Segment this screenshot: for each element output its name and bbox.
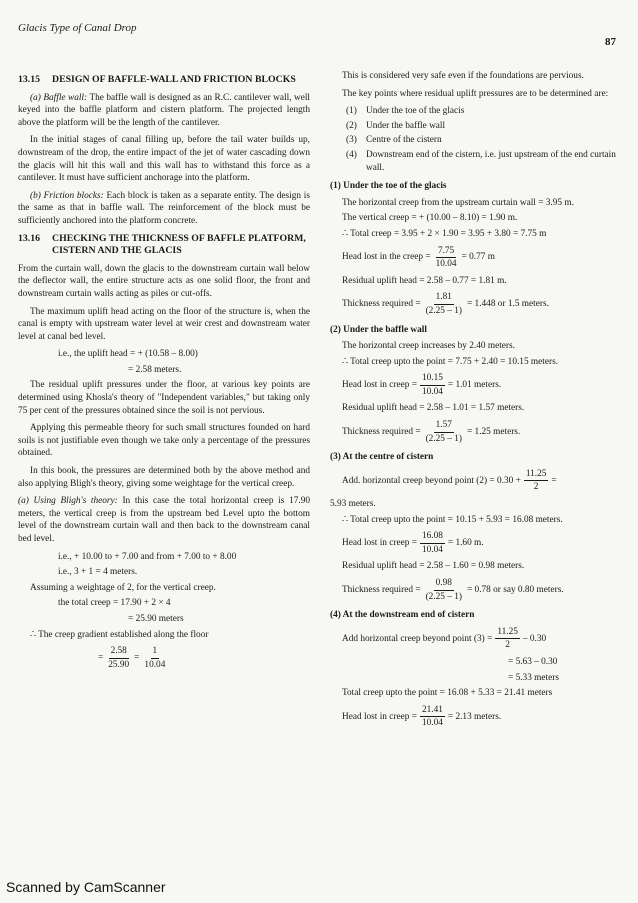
section-title: DESIGN OF BAFFLE-WALL AND FRICTION BLOCKS (52, 74, 296, 85)
left-column (18, 70, 310, 675)
fraction (424, 419, 464, 445)
equation-lhs: Head lost in creep = (342, 538, 417, 549)
equation-line: i.e., 3 + 1 = 4 meters. (58, 567, 138, 578)
equation-rhs: = (551, 475, 557, 486)
equation-lhs: Head lost in the creep = (342, 252, 431, 263)
subheading-downstream-end: (4) At the downstream end of cistern (330, 610, 475, 621)
equation-lhs: Add horizontal creep beyond point (3) = (342, 633, 493, 644)
fraction (424, 577, 464, 603)
denominator: 10.04 (421, 544, 443, 555)
item-number: (3) (346, 135, 357, 146)
subheading-baffle-wall: (2) Under the baffle wall (330, 324, 427, 335)
item-text: Downstream end of the cistern, i.e. just upstream of the end curtain wall. (366, 149, 616, 173)
paragraph-lead: (b) Friction blocks: (30, 190, 104, 201)
paragraph: Applying this permeable theory for such small structures founded on hard soils is not justifiable even though we take only a percentage of the pressures obtained. (18, 423, 310, 459)
equals-sign: = (134, 652, 140, 663)
denominator: 10.04 (144, 659, 166, 670)
added-creep-equation (330, 468, 622, 494)
added-creep-equation (330, 626, 622, 652)
numerator: 11.25 (524, 468, 549, 482)
numerator: 16.08 (420, 530, 445, 544)
denominator: 10.04 (421, 386, 443, 397)
paragraph-text: In this case the total horizontal creep is 17.90 meters, the vertical creep is from the upstream bed Level upto the bottom level of the downstream curtain wall and then back to the downstream canal bed level. (18, 496, 310, 544)
section-heading-13-16 (18, 233, 310, 258)
equation-lhs: Thickness required = (342, 426, 421, 437)
page-number: 87 (605, 36, 616, 48)
paragraph: This is considered very safe even if the foundations are pervious. (342, 71, 584, 81)
text-line: Assuming a weightage of 2, for the vertical creep. (30, 582, 216, 593)
thickness-equation (330, 419, 622, 445)
item-text: Centre of the cistern (366, 135, 442, 146)
equation-line: = 25.90 meters (128, 613, 184, 624)
item-number: (4) (346, 149, 357, 160)
denominator: 2 (505, 640, 510, 651)
equation-rhs: = 1.60 m. (447, 538, 484, 549)
paragraph: The residual uplift pressures under the floor, at various key points are determined using Khosla's theory of "Independent variables," but taking only 75 per cent of the pressures obtained since the soil is not pervious. (18, 380, 310, 416)
numerator: 1.57 (434, 419, 454, 433)
text-line: Residual uplift head = 2.58 – 1.60 = 0.98 meters. (342, 561, 525, 572)
section-number: 13.16 (18, 232, 41, 244)
item-text: Under the baffle wall (366, 120, 446, 131)
text-line: Residual uplift head = 2.58 – 0.77 = 1.81 m. (342, 275, 507, 286)
text-line: Total creep upto the point = 16.08 + 5.33 = 21.41 meters (342, 688, 553, 699)
equation-line: the total creep = 17.90 + 2 × 4 (58, 598, 171, 609)
equation-rhs: = 0.78 or say 0.80 meters. (466, 584, 564, 595)
section-title: CHECKING THE THICKNESS OF BAFFLE PLATFORM, CISTERN AND THE GLACIS (52, 232, 306, 257)
key-point-item (330, 149, 622, 174)
key-point-item (330, 134, 622, 147)
fraction (420, 704, 445, 730)
subheading-toe-of-glacis: (1) Under the toe of the glacis (330, 181, 447, 192)
denominator: (2.25 – 1) (425, 305, 462, 316)
item-number: (1) (346, 106, 357, 117)
paragraph-text: The baffle wall is designed as an R.C. cantilever wall, well keyed into the baffle platform and cistern platform. The projected length above the platform will be the length of the cantilever. (18, 92, 311, 128)
subheading-centre-of-cistern: (3) At the centre of cistern (330, 452, 434, 463)
paragraph-bligh (18, 495, 310, 545)
equation-rhs: = 0.77 m (461, 252, 495, 263)
section-number: 13.15 (18, 74, 41, 85)
fraction (420, 372, 445, 398)
paragraph: From the curtain wall, down the glacis to the downstream curtain wall below the deflector wall, the entire structure acts as one solid floor, the front and downstream curtain walls acting as piles or cut-offs. (18, 263, 310, 299)
equation-line: = 5.33 meters (508, 672, 559, 683)
denominator: (2.25 – 1) (425, 433, 462, 444)
numerator: 11.25 (495, 626, 520, 640)
denominator: 25.90 (108, 659, 130, 670)
text-line: ∴ Total creep upto the point = 10.15 + 5.93 = 16.08 meters. (342, 514, 563, 525)
numerator: 2.58 (109, 645, 129, 659)
denominator: (2.25 – 1) (425, 591, 462, 602)
denominator: 10.04 (421, 718, 443, 729)
paragraph-text: Each block is taken as a separate entity. The design is the same as that in baffle wall. The reinforcement of the block must be sufficiently anchored into the platform concrete. (18, 190, 310, 226)
equation-rhs: = 2.13 meters. (447, 711, 502, 722)
numerator: 10.15 (420, 372, 445, 386)
paragraph-baffle-wall (18, 92, 310, 130)
fraction (434, 245, 459, 271)
fraction (106, 645, 131, 671)
paragraph-lead: (a) Using Bligh's theory: (18, 496, 118, 507)
numerator: 7.75 (436, 245, 456, 259)
equals-sign: = (98, 652, 104, 663)
text-line: The horizontal creep from the upstream curtain wall = 3.95 m. (342, 197, 574, 208)
text-line: ∴ The creep gradient established along the floor (30, 629, 209, 640)
section-heading-13-15 (18, 74, 310, 87)
numerator: 0.98 (434, 577, 454, 591)
text-line: The vertical creep = + (10.00 – 8.10) = 1.90 m. (342, 213, 518, 224)
paragraph: The maximum uplift head acting on the floor of the structure is, when the canal is empty with upstream water level at weir crest and downstream water level at canal bed level. (18, 306, 310, 342)
item-text: Under the toe of the glacis (366, 106, 465, 117)
text-line: ∴ Total creep upto the point = 7.75 + 2.40 = 10.15 meters. (342, 356, 559, 367)
numerator: 21.41 (420, 704, 445, 718)
paragraph: The key points where residual uplift pressures are to be determined are: (342, 88, 609, 99)
text-line: The horizontal creep increases by 2.40 meters. (342, 341, 515, 352)
equation-rhs: = 1.25 meters. (466, 426, 521, 437)
equation-rhs: = 1.01 meters. (447, 380, 502, 391)
denominator: 2 (533, 482, 539, 493)
equation-line: i.e., + 10.00 to + 7.00 and from + 7.00 to + 8.00 (58, 551, 237, 562)
fraction (524, 468, 549, 494)
text-line: 5.93 meters. (330, 499, 376, 510)
fraction (420, 530, 445, 556)
text-line: ∴ Total creep = 3.95 + 2 × 1.90 = 3.95 + 3.80 = 7.75 m (342, 228, 547, 239)
head-lost-equation (330, 704, 622, 730)
fraction (495, 626, 520, 652)
paragraph: In this book, the pressures are determined both by the above method and also applying Bligh's theory, giving some weightage for the vertical creep. (18, 466, 310, 489)
numerator: 1.81 (434, 291, 454, 305)
equation-lhs: Thickness required = (342, 299, 421, 310)
fraction (424, 291, 464, 317)
text-line: Residual uplift head = 2.58 – 1.01 = 1.57 meters. (342, 403, 525, 414)
equation-line: = 5.63 – 0.30 (508, 656, 558, 667)
right-column (330, 70, 622, 734)
thickness-equation (330, 577, 622, 603)
equation-lhs: Head lost in creep = (342, 711, 417, 722)
scanner-watermark: Scanned by CamScanner (6, 879, 166, 895)
numerator: 1 (151, 645, 160, 659)
equation-rhs: = 1.448 or 1.5 meters. (466, 299, 549, 310)
head-lost-equation (330, 530, 622, 556)
denominator: 10.04 (435, 259, 457, 270)
paragraph-lead: (a) Baffle wall: (30, 92, 88, 103)
thickness-equation (330, 291, 622, 317)
head-lost-equation (330, 372, 622, 398)
fraction (142, 645, 167, 671)
equation-lhs: Head lost in creep = (342, 380, 417, 391)
equation-lhs: Thickness required = (342, 584, 421, 595)
item-number: (2) (346, 120, 357, 131)
running-header: Glacis Type of Canal Drop (18, 22, 137, 34)
equation-lhs: Add. horizontal creep beyond point (2) = 0.30 + (342, 475, 521, 486)
creep-gradient-equation (18, 645, 310, 671)
paragraph-friction-blocks (18, 190, 310, 228)
paragraph: In the initial stages of canal filling up, before the tail water builds up, downstream of the drop, the entire impact of the jet of water cascading down the glacis will hit this wall and this wall has to withstand this force as a cantilever. It must have sufficient anchorage into the platform. (18, 135, 310, 184)
equation-line: i.e., the uplift head = + (10.58 – 8.00) (58, 349, 198, 360)
equation-rhs: – 0.30 (522, 633, 547, 644)
key-point-item (330, 120, 622, 133)
equation-line: = 2.58 meters. (128, 364, 182, 375)
head-lost-equation (330, 245, 622, 271)
key-point-item (330, 105, 622, 118)
